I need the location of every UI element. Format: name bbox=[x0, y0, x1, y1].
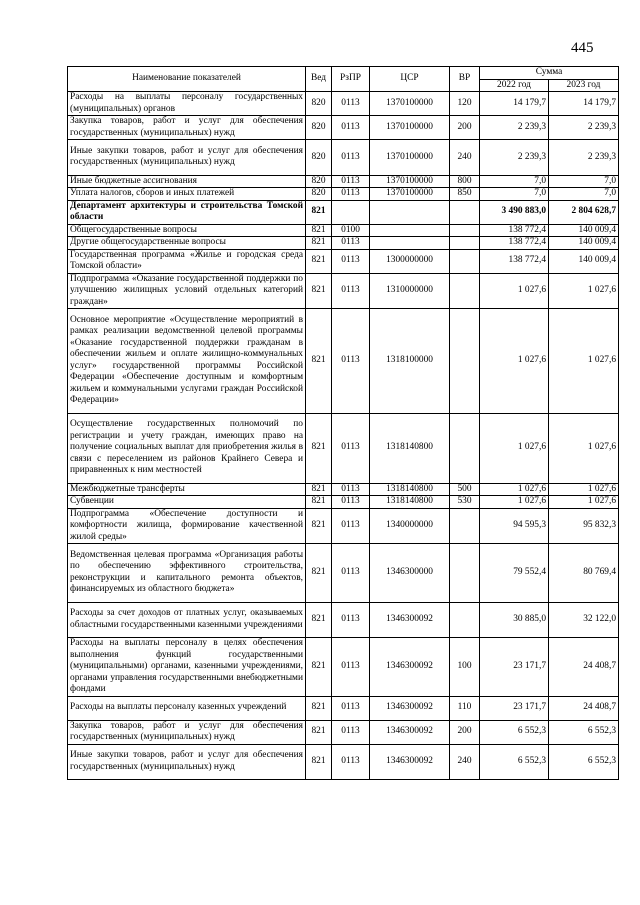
row-sum-2023: 2 239,3 bbox=[549, 116, 619, 140]
row-sum-2022: 1 027,6 bbox=[480, 496, 549, 509]
row-sum-2023: 1 027,6 bbox=[549, 496, 619, 509]
row-sum-2023: 1 027,6 bbox=[549, 273, 619, 309]
row-sum-2022: 2 239,3 bbox=[480, 140, 549, 176]
row-vr bbox=[450, 200, 480, 224]
table-row bbox=[68, 140, 619, 176]
row-name: Государственная программа «Жилье и городская среда Томской области» bbox=[68, 249, 306, 273]
row-rzpr: 0113 bbox=[332, 696, 370, 720]
row-ved: 821 bbox=[306, 720, 332, 744]
row-csr: 1318100000 bbox=[370, 309, 450, 414]
row-vr: 240 bbox=[450, 140, 480, 176]
row-name: Другие общегосударственные вопросы bbox=[68, 237, 306, 250]
row-name: Общегосударственные вопросы bbox=[68, 224, 306, 237]
row-csr: 1370100000 bbox=[370, 140, 450, 176]
row-sum-2023: 7,0 bbox=[549, 188, 619, 201]
row-vr: 240 bbox=[450, 744, 480, 780]
row-sum-2023: 24 408,7 bbox=[549, 638, 619, 697]
row-name: Департамент архитектуры и строительства Томской области bbox=[68, 200, 306, 224]
row-vr bbox=[450, 273, 480, 309]
row-ved: 821 bbox=[306, 413, 332, 483]
table-row bbox=[68, 224, 619, 237]
row-sum-2023: 6 552,3 bbox=[549, 744, 619, 780]
row-vr: 500 bbox=[450, 483, 480, 496]
header-rzpr: РзПР bbox=[332, 67, 370, 92]
row-csr: 1318140800 bbox=[370, 496, 450, 509]
row-csr: 1346300092 bbox=[370, 696, 450, 720]
row-sum-2023: 7,0 bbox=[549, 175, 619, 188]
row-name: Иные закупки товаров, работ и услуг для обеспечения государственных (муниципальных) нужд bbox=[68, 140, 306, 176]
header-2022: 2022 год bbox=[480, 79, 549, 92]
row-sum-2022: 1 027,6 bbox=[480, 483, 549, 496]
row-sum-2023: 24 408,7 bbox=[549, 696, 619, 720]
row-ved: 821 bbox=[306, 602, 332, 638]
row-vr: 110 bbox=[450, 696, 480, 720]
row-vr: 800 bbox=[450, 175, 480, 188]
row-csr: 1300000000 bbox=[370, 249, 450, 273]
page-number: 445 bbox=[571, 40, 594, 56]
row-csr bbox=[370, 200, 450, 224]
row-csr: 1346300092 bbox=[370, 638, 450, 697]
row-sum-2022: 6 552,3 bbox=[480, 720, 549, 744]
header-vr: ВР bbox=[450, 67, 480, 92]
row-sum-2022: 7,0 bbox=[480, 188, 549, 201]
header-name: Наименование показателей bbox=[68, 67, 306, 92]
row-rzpr: 0113 bbox=[332, 413, 370, 483]
table-row bbox=[68, 483, 619, 496]
table-row bbox=[68, 602, 619, 638]
row-ved: 821 bbox=[306, 744, 332, 780]
table-row bbox=[68, 744, 619, 780]
row-csr: 1346300000 bbox=[370, 544, 450, 603]
row-csr: 1370100000 bbox=[370, 116, 450, 140]
row-csr: 1346300092 bbox=[370, 602, 450, 638]
row-ved: 821 bbox=[306, 309, 332, 414]
table-row bbox=[68, 496, 619, 509]
row-ved: 821 bbox=[306, 483, 332, 496]
row-sum-2023: 2 239,3 bbox=[549, 140, 619, 176]
row-name: Закупка товаров, работ и услуг для обеспечения государственных (муниципальных) нужд bbox=[68, 116, 306, 140]
row-ved: 820 bbox=[306, 188, 332, 201]
table-row bbox=[68, 92, 619, 116]
row-name: Иные закупки товаров, работ и услуг для обеспечения государственных (муниципальных) нужд bbox=[68, 744, 306, 780]
table-row bbox=[68, 696, 619, 720]
table-row bbox=[68, 200, 619, 224]
row-csr: 1310000000 bbox=[370, 273, 450, 309]
row-name: Расходы на выплаты персоналу в целях обеспечения выполнения функций государственными (муниципальными) органами, казенными учреждениями, органами управления государственными внебюджетными фондами bbox=[68, 638, 306, 697]
table-row bbox=[68, 720, 619, 744]
row-sum-2022: 138 772,4 bbox=[480, 249, 549, 273]
row-sum-2023: 32 122,0 bbox=[549, 602, 619, 638]
row-name: Уплата налогов, сборов и иных платежей bbox=[68, 188, 306, 201]
row-rzpr: 0113 bbox=[332, 237, 370, 250]
row-sum-2023: 14 179,7 bbox=[549, 92, 619, 116]
row-rzpr: 0113 bbox=[332, 638, 370, 697]
row-rzpr: 0113 bbox=[332, 309, 370, 414]
table-row bbox=[68, 544, 619, 603]
row-vr bbox=[450, 508, 480, 544]
row-sum-2022: 1 027,6 bbox=[480, 273, 549, 309]
row-ved: 821 bbox=[306, 508, 332, 544]
header-row bbox=[68, 67, 619, 80]
row-sum-2022: 138 772,4 bbox=[480, 224, 549, 237]
row-rzpr bbox=[332, 200, 370, 224]
row-ved: 821 bbox=[306, 273, 332, 309]
row-name: Закупка товаров, работ и услуг для обеспечения государственных (муниципальных) нужд bbox=[68, 720, 306, 744]
table-row bbox=[68, 273, 619, 309]
row-sum-2022: 94 595,3 bbox=[480, 508, 549, 544]
row-rzpr: 0113 bbox=[332, 720, 370, 744]
row-sum-2023: 80 769,4 bbox=[549, 544, 619, 603]
row-sum-2023: 140 009,4 bbox=[549, 224, 619, 237]
row-vr bbox=[450, 237, 480, 250]
row-name: Подпрограмма «Обеспечение доступности и комфортности жилища, формирование качественной жилой среды» bbox=[68, 508, 306, 544]
row-ved: 821 bbox=[306, 200, 332, 224]
row-sum-2023: 1 027,6 bbox=[549, 413, 619, 483]
row-sum-2022: 2 239,3 bbox=[480, 116, 549, 140]
row-sum-2023: 140 009,4 bbox=[549, 237, 619, 250]
row-ved: 821 bbox=[306, 224, 332, 237]
row-rzpr: 0113 bbox=[332, 744, 370, 780]
row-sum-2022: 1 027,6 bbox=[480, 309, 549, 414]
row-vr bbox=[450, 249, 480, 273]
table-row bbox=[68, 175, 619, 188]
row-csr bbox=[370, 224, 450, 237]
row-rzpr: 0113 bbox=[332, 273, 370, 309]
row-vr: 100 bbox=[450, 638, 480, 697]
table-row bbox=[68, 237, 619, 250]
row-vr bbox=[450, 544, 480, 603]
table-row bbox=[68, 638, 619, 697]
row-rzpr: 0113 bbox=[332, 175, 370, 188]
row-name: Иные бюджетные ассигнования bbox=[68, 175, 306, 188]
row-sum-2022: 7,0 bbox=[480, 175, 549, 188]
budget-table bbox=[67, 66, 619, 780]
row-sum-2023: 6 552,3 bbox=[549, 720, 619, 744]
row-ved: 821 bbox=[306, 237, 332, 250]
table-row bbox=[68, 413, 619, 483]
row-ved: 820 bbox=[306, 175, 332, 188]
row-vr bbox=[450, 309, 480, 414]
row-sum-2022: 79 552,4 bbox=[480, 544, 549, 603]
row-csr: 1318140800 bbox=[370, 483, 450, 496]
row-rzpr: 0100 bbox=[332, 224, 370, 237]
row-sum-2022: 3 490 883,0 bbox=[480, 200, 549, 224]
row-csr: 1340000000 bbox=[370, 508, 450, 544]
row-csr: 1346300092 bbox=[370, 720, 450, 744]
row-name: Межбюджетные трансферты bbox=[68, 483, 306, 496]
row-csr: 1318140800 bbox=[370, 413, 450, 483]
row-name: Ведомственная целевая программа «Организация работы по обеспечению эффективного строительства, реконструкции и капитального ремонта объектов, финансируемых из областного бюджета» bbox=[68, 544, 306, 603]
row-ved: 820 bbox=[306, 116, 332, 140]
table-row bbox=[68, 249, 619, 273]
row-vr bbox=[450, 602, 480, 638]
row-vr: 200 bbox=[450, 720, 480, 744]
row-vr: 530 bbox=[450, 496, 480, 509]
header-csr: ЦСР bbox=[370, 67, 450, 92]
row-rzpr: 0113 bbox=[332, 92, 370, 116]
row-csr: 1346300092 bbox=[370, 744, 450, 780]
table-row bbox=[68, 116, 619, 140]
row-csr: 1370100000 bbox=[370, 188, 450, 201]
row-sum-2022: 23 171,7 bbox=[480, 696, 549, 720]
row-csr bbox=[370, 237, 450, 250]
row-csr: 1370100000 bbox=[370, 92, 450, 116]
row-sum-2023: 2 804 628,7 bbox=[549, 200, 619, 224]
row-ved: 821 bbox=[306, 249, 332, 273]
row-sum-2022: 23 171,7 bbox=[480, 638, 549, 697]
row-ved: 820 bbox=[306, 92, 332, 116]
row-name: Подпрограмма «Оказание государственной поддержки по улучшению жилищных условий отдельных категорий граждан» bbox=[68, 273, 306, 309]
row-rzpr: 0113 bbox=[332, 188, 370, 201]
row-ved: 821 bbox=[306, 696, 332, 720]
row-csr: 1370100000 bbox=[370, 175, 450, 188]
row-sum-2022: 30 885,0 bbox=[480, 602, 549, 638]
row-vr bbox=[450, 413, 480, 483]
row-vr: 850 bbox=[450, 188, 480, 201]
header-sum: Сумма bbox=[480, 67, 619, 80]
row-sum-2022: 1 027,6 bbox=[480, 413, 549, 483]
row-ved: 821 bbox=[306, 638, 332, 697]
row-sum-2023: 95 832,3 bbox=[549, 508, 619, 544]
row-ved: 821 bbox=[306, 544, 332, 603]
row-vr: 200 bbox=[450, 116, 480, 140]
row-sum-2023: 1 027,6 bbox=[549, 483, 619, 496]
header-2023: 2023 год bbox=[549, 79, 619, 92]
row-name: Основное мероприятие «Осуществление мероприятий в рамках реализации ведомственной целевой программы «Оказание государственной поддержки гражданам в обеспечении жильем и оплате жилищно-коммунальных услуг» государственной программы Российской Федерации «Обеспечение доступным и комфортным жильем и коммунальными услугами граждан Российской Федерации» bbox=[68, 309, 306, 414]
row-rzpr: 0113 bbox=[332, 508, 370, 544]
row-sum-2022: 14 179,7 bbox=[480, 92, 549, 116]
row-name: Осуществление государственных полномочий по регистрации и учету граждан, имеющих право на получение социальных выплат для приобретения жилья в связи с переселением из районов Крайнего Севера и приравненных к ним местностей bbox=[68, 413, 306, 483]
row-ved: 821 bbox=[306, 496, 332, 509]
row-vr bbox=[450, 224, 480, 237]
row-sum-2023: 140 009,4 bbox=[549, 249, 619, 273]
row-sum-2023: 1 027,6 bbox=[549, 309, 619, 414]
header-ved: Вед bbox=[306, 67, 332, 92]
row-rzpr: 0113 bbox=[332, 602, 370, 638]
row-ved: 820 bbox=[306, 140, 332, 176]
row-rzpr: 0113 bbox=[332, 249, 370, 273]
row-vr: 120 bbox=[450, 92, 480, 116]
table-row bbox=[68, 508, 619, 544]
row-sum-2022: 138 772,4 bbox=[480, 237, 549, 250]
table-row bbox=[68, 188, 619, 201]
row-name: Расходы на выплаты персоналу казенных учреждений bbox=[68, 696, 306, 720]
table-row bbox=[68, 309, 619, 414]
row-rzpr: 0113 bbox=[332, 483, 370, 496]
row-name: Расходы за счет доходов от платных услуг, оказываемых областными государственными казенными учреждениями bbox=[68, 602, 306, 638]
row-rzpr: 0113 bbox=[332, 496, 370, 509]
row-sum-2022: 6 552,3 bbox=[480, 744, 549, 780]
row-rzpr: 0113 bbox=[332, 544, 370, 603]
row-rzpr: 0113 bbox=[332, 140, 370, 176]
row-rzpr: 0113 bbox=[332, 116, 370, 140]
row-name: Расходы на выплаты персоналу государственных (муниципальных) органов bbox=[68, 92, 306, 116]
row-name: Субвенции bbox=[68, 496, 306, 509]
